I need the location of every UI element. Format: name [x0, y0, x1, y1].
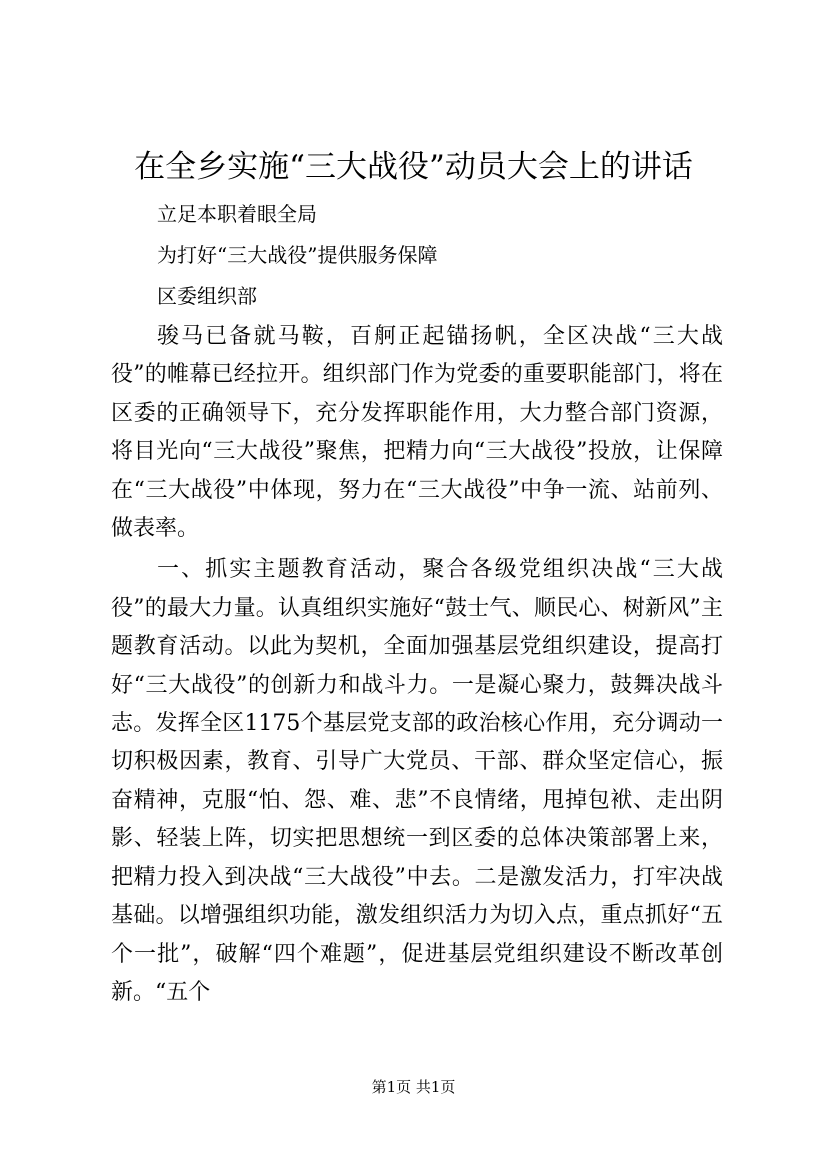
subtitle-line-2: 为打好“三大战役”提供服务保障 [157, 243, 438, 267]
body-paragraph: 一、抓实主题教育活动，聚合各级党组织决战“三大战役”的最大力量。认真组织实施好“鼓士气、顺民心、树新风”主题教育活动。以此为契机，全面加强基层党组织建设，提高打好“三大战役”的创新力和战斗力。一是凝心聚力，鼓舞决战斗志。发挥全区1175个基层党支部的政治核心作用，充分调动一切积极因素，教育、引导广大党员、干部、群众坚定信心，振奋精神，克服“怕、怨、难、悲”不良情绪，甩掉包袱、走出阴影、轻装上阵，切实把思想统一到区委的总体决策部署上来，把精力投入到决战“三大战役”中去。二是激发活力，打牢决战基础。以增强组织功能，激发组织活力为切入点，重点抓好“五个一批”，破解“四个难题”，促进基层党组织建设不断改革创新。“五个 [111, 557, 723, 1005]
document-body [111, 318, 723, 1015]
author-line: 区委组织部 [157, 284, 257, 308]
body-paragraph: 骏马已备就马鞍，百舸正起锚扬帆，全区决战“三大战役”的帷幕已经拉开。组织部门作为党委的重要职能部门，将在区委的正确领导下，充分发挥职能作用，大力整合部门资源，将目光向“三大战役”聚焦，把精力向“三大战役”投放，让保障在“三大战役”中体现，努力在“三大战役”中争一流、站前列、做表率。 [111, 324, 723, 542]
page-footer: 第1页 共1页 [371, 1078, 456, 1096]
subtitle-line-1: 立足本职着眼全局 [157, 202, 317, 226]
document-title: 在全乡实施“三大战役”动员大会上的讲话 [134, 149, 693, 185]
